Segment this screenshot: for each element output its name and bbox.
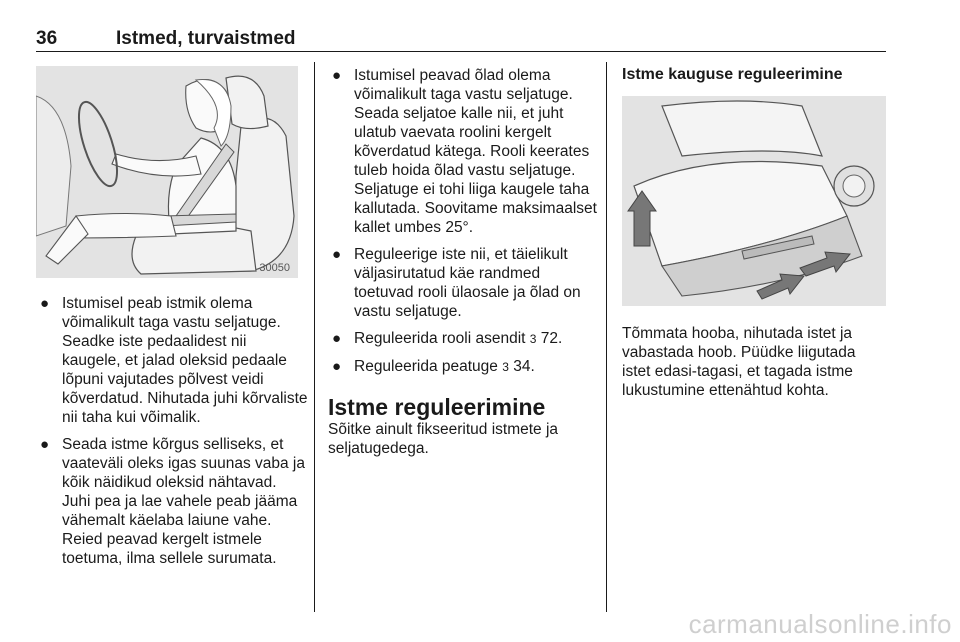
- subsection-text: Tõmmata hooba, nihutada istet ja vabastada hoob. Püüdke liigutada istet edasi-tagasi, et tagada istme lukustumine ettenähtud kohta.: [622, 325, 856, 399]
- figure-number: 30050: [259, 262, 290, 274]
- page-ref-link[interactable]: 34.: [513, 358, 535, 375]
- list-item-text: Reguleerida peatuge: [354, 358, 498, 375]
- section-text: Sõitke ainult fikseeritud istmete ja seljatugedega.: [328, 421, 559, 457]
- column-divider-right: [606, 62, 607, 612]
- subsection-title: Istme kauguse reguleerimine: [622, 66, 843, 83]
- page-ref-link[interactable]: 72.: [540, 330, 563, 347]
- bullet-marker: ●: [332, 358, 342, 375]
- list-item: [328, 245, 602, 321]
- list-item: [328, 357, 602, 377]
- bullet-marker: ●: [332, 246, 342, 263]
- list-item-text: Reguleerida rooli asendit: [354, 330, 526, 347]
- driver-seating-figure: [36, 66, 298, 278]
- page-number: 36: [36, 28, 58, 49]
- list-item: [36, 294, 308, 427]
- watermark: carmanualsonline.info: [688, 609, 952, 639]
- bullet-marker: ●: [332, 330, 342, 347]
- list-item: [328, 329, 602, 349]
- header-rule: [36, 51, 886, 52]
- running-title: Istmed, turvaistmed: [116, 28, 296, 49]
- page-header: [36, 28, 886, 52]
- page-ref-arrow-icon: 3: [529, 332, 537, 346]
- list-item-text: Istumisel peab istmik olema võimalikult taga vastu seljatuge. Seadke iste pedaalidest nii kaugele, et jalad oleksid pedaale lõpuni vajutades põlvest veidi kõverdatud. Nihutada juhi kõrvaliste nii taha kui võimalik.: [62, 295, 308, 426]
- list-item: [328, 66, 602, 237]
- driver-seating-illustration: [36, 66, 298, 278]
- left-bullet-list: [36, 294, 308, 576]
- list-item-text: Seada istme kõrgus selliseks, et vaateväli oleks igas suunas vaba ja kõik näidikud oleksid nähtavad. Juhi pea ja lae vahele peab jääma vähemalt käelaba laiune vahe. Reied peavad kergelt istmele toetuma, ilma sellele surumata.: [62, 436, 305, 567]
- column-divider-left: [314, 62, 315, 612]
- seat-adjust-illustration: [622, 96, 886, 306]
- section-title: Istme reguleerimine: [328, 394, 546, 420]
- list-item-text: Reguleerige iste nii, et täielikult väljasirutatud käe randmed toetuvad rooli ülaosale ja õlad on vastu seljatuge.: [354, 246, 581, 320]
- bullet-marker: ●: [40, 436, 50, 453]
- page-ref-arrow-icon: 3: [502, 360, 509, 374]
- list-item: [36, 435, 308, 568]
- list-item-text: Istumisel peavad õlad olema võimalikult taga vastu seljatuge. Seada seljatoe kalle nii, et juht ulatub vaevata roolini kergelt kõverdatud kätega. Rooli keerates tuleb hoida õlad vastu seljatuge. Seljatuge ei tohi liiga kaugele taha kallutada. Soovitame maksimaalset kallet umbes 25°.: [354, 67, 597, 236]
- middle-bullet-list: [328, 66, 602, 385]
- bullet-marker: ●: [332, 67, 342, 84]
- bullet-marker: ●: [40, 295, 50, 312]
- seat-adjust-figure: [622, 96, 886, 306]
